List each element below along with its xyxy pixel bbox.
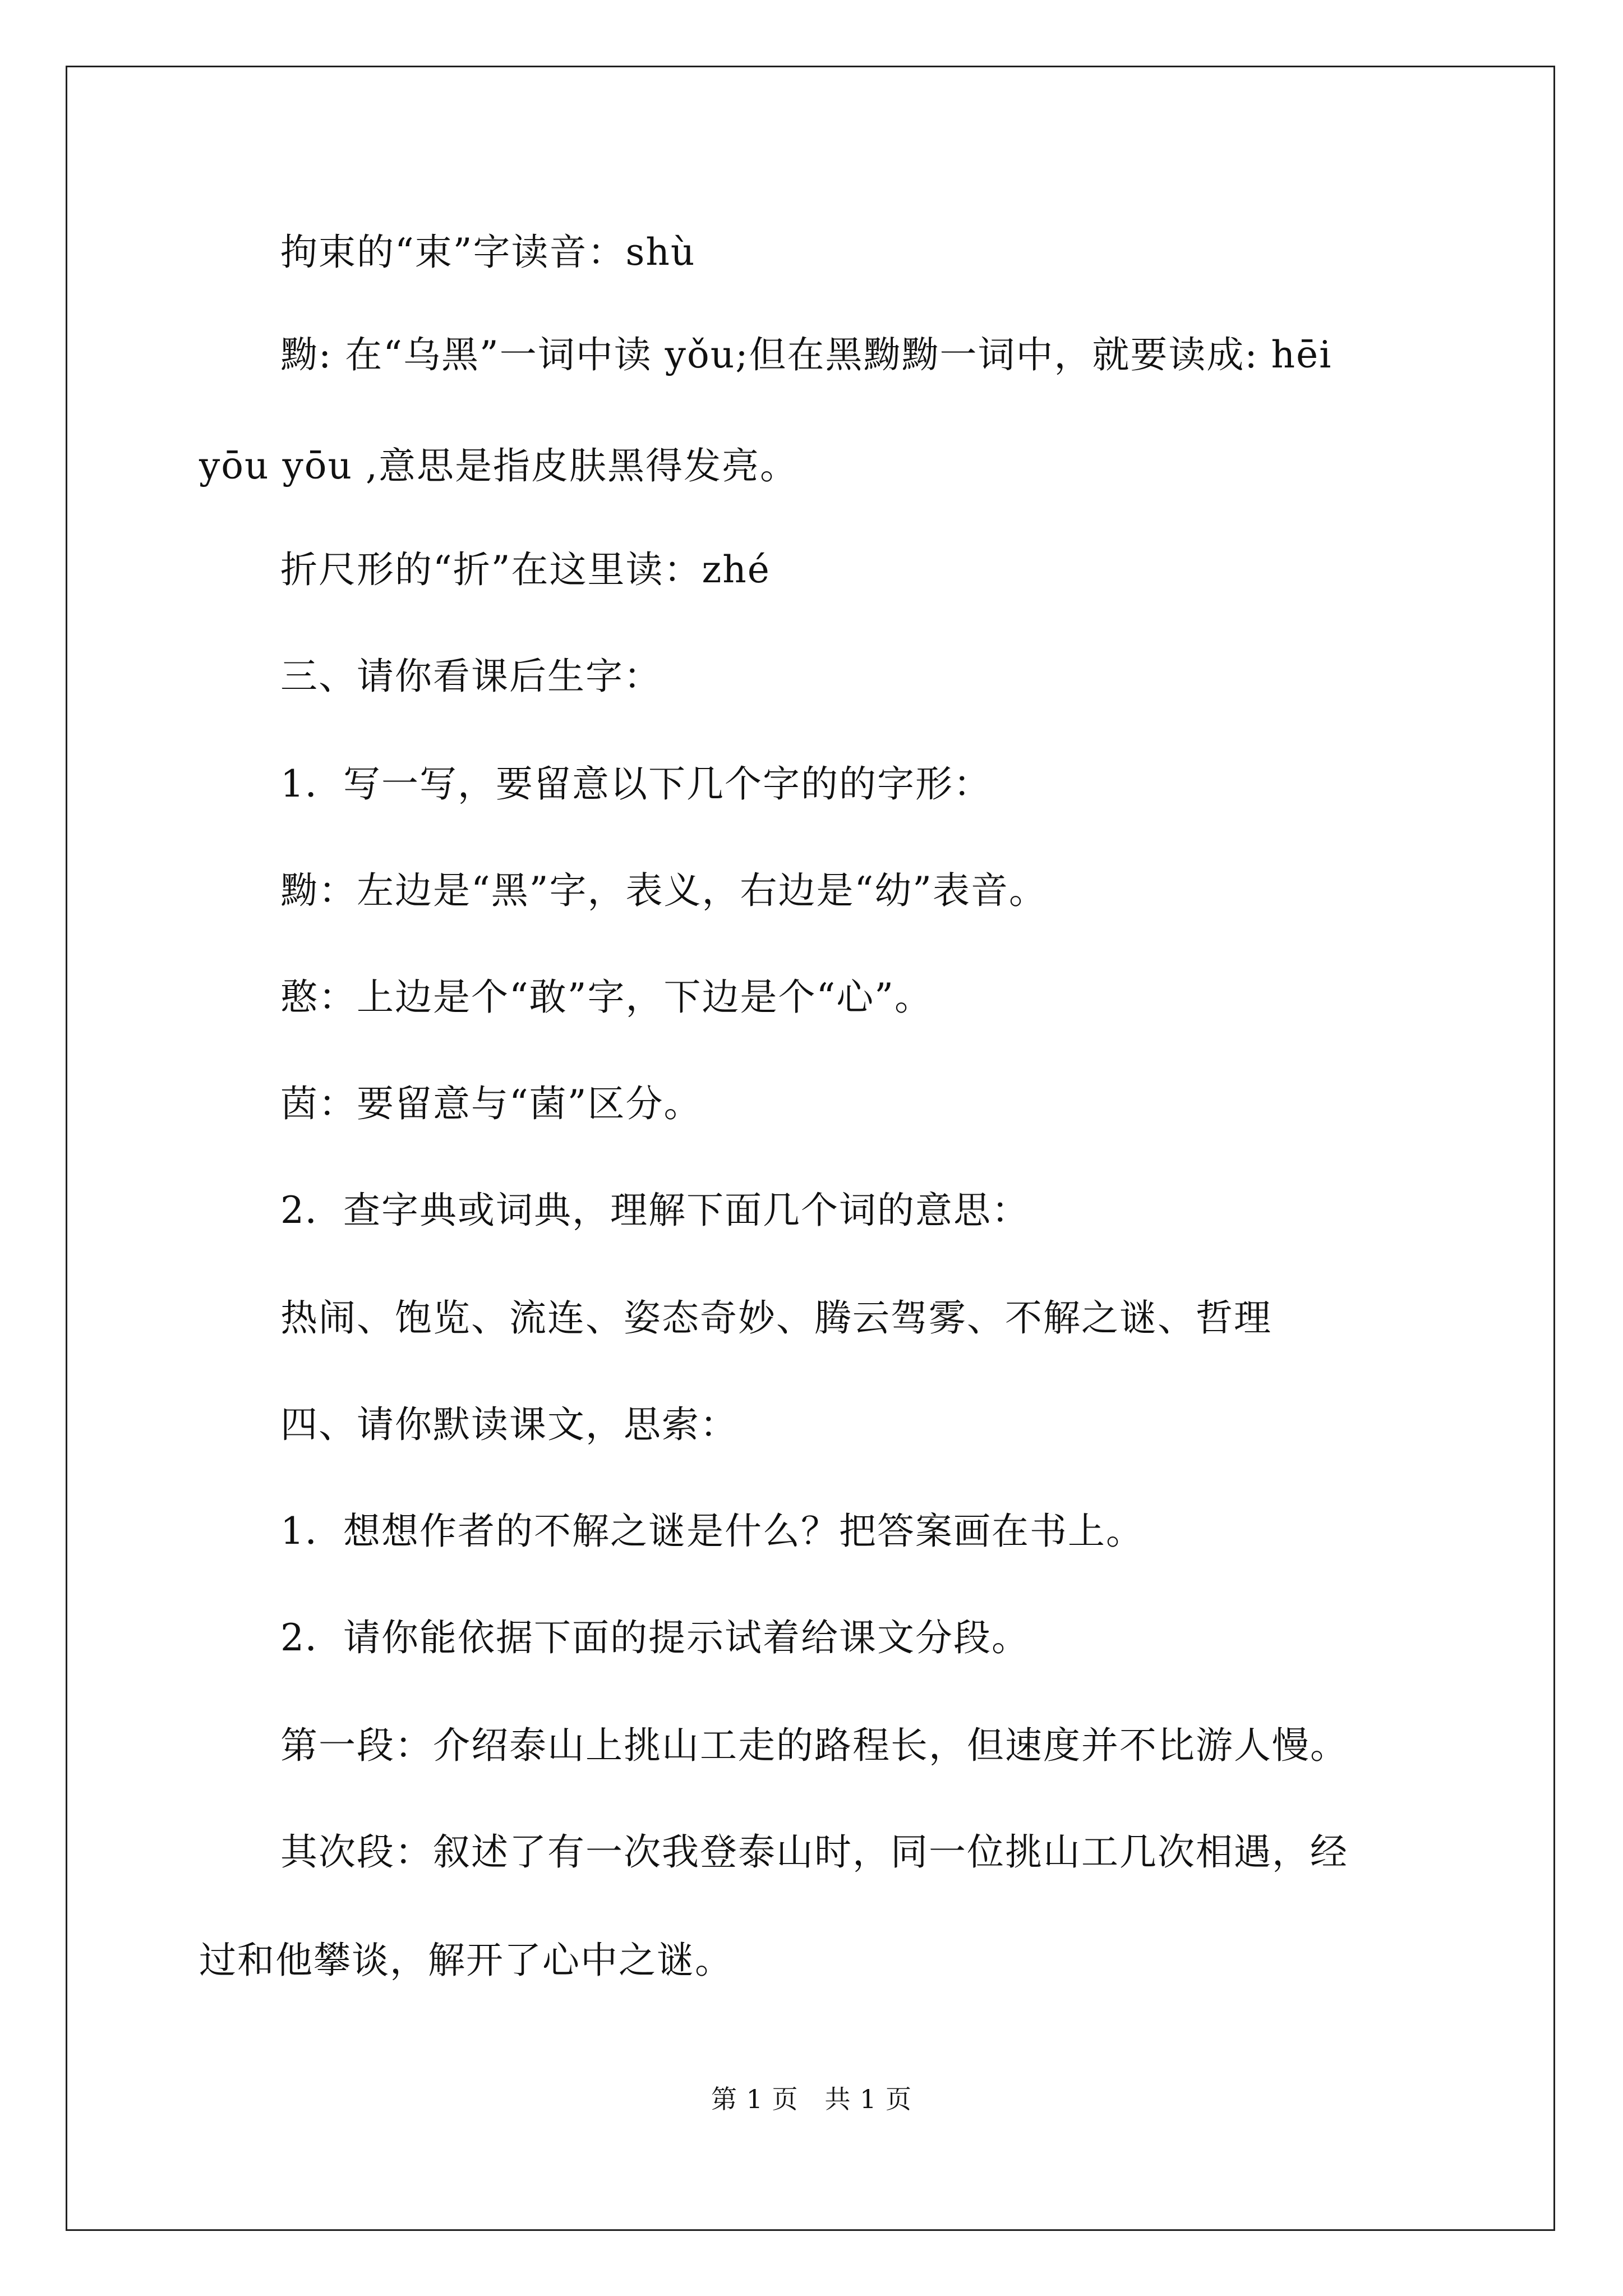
- text-line-4: 折尺形的“折”在这里读：zhé: [280, 548, 771, 591]
- page-border: [66, 66, 1555, 2231]
- text-line-1: 拘束的“束”字读音：shù: [280, 231, 696, 274]
- text-line-2: 黝: 在“乌黑”一词中读 yǒu;但在黑黝黝一词中，就要读成: hēi: [280, 333, 1332, 376]
- section-heading-3: 三、请你看课后生字：: [280, 655, 662, 698]
- text-line-9: 茵：要留意与“菌”区分。: [280, 1082, 702, 1125]
- text-line-8: 憨：上边是个“敢”字，下边是个“心”。: [280, 976, 933, 1019]
- text-line-13: 1．想想作者的不解之谜是什么？把答案画在书上。: [280, 1510, 1144, 1553]
- text-line-7: 黝：左边是“黑”字，表义，右边是“幼”表音。: [280, 869, 1047, 912]
- section-heading-4: 四、请你默读课文，思索：: [280, 1403, 738, 1446]
- page-number: 第 1 页 共 1 页: [711, 2084, 912, 2114]
- text-line-14: 2．请你能依据下面的提示试着给课文分段。: [280, 1616, 1030, 1659]
- text-line-17: 过和他攀谈，解开了心中之谜。: [199, 1939, 733, 1982]
- text-line-16: 其次段：叙述了有一次我登泰山时，同一位挑山工几次相遇，经: [280, 1830, 1348, 1874]
- text-line-10: 2．查字典或词典，理解下面几个词的意思：: [280, 1189, 1030, 1232]
- text-line-15: 第一段：介绍泰山上挑山工走的路程长，但速度并不比游人慢。: [280, 1724, 1348, 1767]
- text-line-3: yōu yōu ,意思是指皮肤黑得发亮。: [199, 444, 798, 487]
- text-line-6: 1．写一写，要留意以下几个字的的字形：: [280, 762, 992, 806]
- text-line-11: 热闹、饱览、流连、姿态奇妙、腾云驾雾、不解之谜、哲理: [280, 1296, 1272, 1340]
